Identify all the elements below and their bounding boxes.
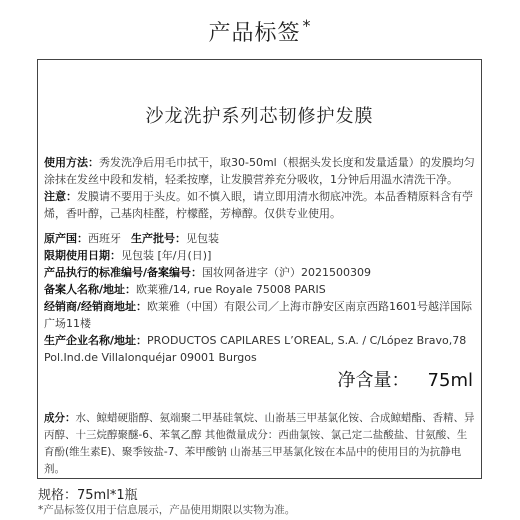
usage-label: 使用方法： — [44, 156, 99, 169]
ingredients-section — [44, 410, 477, 478]
origin-value: 西班牙 — [88, 232, 121, 245]
filer-row — [44, 281, 477, 298]
filer-value: 欧莱雅/14, rue Royale 75008 PARIS — [136, 283, 326, 296]
ingredients-paragraph — [44, 410, 477, 478]
usage-text: 秀发洗净后用毛巾拭干，取30-50ml（根据头发长度和发量适量）的发膜均匀涂抹在发丝中段和发梢，轻柔按摩，让发膜营养充分吸收，1分钟后用温水清洗干净。 — [44, 156, 475, 186]
filer-label: 备案人名称/地址： — [44, 283, 137, 296]
page-title-text: 产品标签 — [208, 21, 301, 46]
manufacturer-row — [44, 332, 477, 366]
product-label-box — [37, 59, 482, 479]
product-info-section — [44, 230, 477, 366]
page-title — [0, 16, 520, 47]
caution-paragraph — [44, 188, 477, 222]
manufacturer-label: 生产企业名称/地址： — [44, 334, 148, 347]
net-content-value: 75ml — [427, 370, 473, 391]
usage-paragraph — [44, 154, 477, 188]
batch-label: 生产批号： — [131, 232, 186, 245]
origin-batch-row — [44, 230, 477, 247]
standard-row — [44, 264, 477, 281]
standard-value: 国妆网备进字（沪）2021500309 — [202, 266, 372, 279]
batch-value: 见包装 — [186, 232, 219, 245]
caution-label: 注意： — [44, 190, 77, 203]
net-content-label: 净含量： — [337, 370, 410, 391]
ingredients-text: 水、鲸蜡硬脂醇、氨端聚二甲基硅氧烷、山嵛基三甲基氯化铵、合成鲸蜡酯、香精、异丙醇、十三烷醇聚醚-6、苯氧乙醇 其他微量成分：西曲氯铵、氯己定二盐酸盐、甘氨酸、生育酚(维生素E)、聚季铵盐-7、苯甲酸钠 山嵛基三甲基氯化铵在本品中的使用目的为抗静电剂。 — [44, 412, 475, 475]
instructions-section — [44, 154, 477, 222]
product-name: 沙龙洗护系列芯韧修护发膜 — [145, 106, 374, 127]
ingredients-label: 成分： — [44, 412, 76, 424]
expiry-value: 见包装 [年/月(日)] — [121, 249, 212, 262]
net-content — [338, 366, 473, 392]
expiry-row — [44, 247, 477, 264]
distributor-row — [44, 298, 477, 332]
manufacturer-value: PRODUCTOS CAPILARES L’OREAL, S.A. / C/López Bravo,78 Pol.Ind.de Villalonquéjar 09001 Burgos — [44, 334, 467, 364]
title-asterisk: * — [302, 16, 312, 35]
origin-label: 原产国： — [44, 232, 88, 245]
caution-text: 发膜请不要用于头皮。如不慎入眼，请立即用清水彻底冲洗。本品香精原料含有苧烯，香叶醇，己基肉桂醛，柠檬醛，芳樟醇。仅供专业使用。 — [44, 190, 473, 220]
spec-text: 规格：75ml*1瓶 — [38, 488, 138, 503]
disclaimer-text: *产品标签仅用于信息展示，产品使用期限以实物为准。 — [38, 504, 296, 516]
distributor-value: 欧莱雅（中国）有限公司／上海市静安区南京西路1601号越洋国际广场11楼 — [44, 300, 473, 330]
standard-label: 产品执行的标准编号/备案编号： — [44, 266, 203, 279]
distributor-label: 经销商/经销商地址： — [44, 300, 148, 313]
expiry-label: 限期使用日期： — [44, 249, 121, 262]
